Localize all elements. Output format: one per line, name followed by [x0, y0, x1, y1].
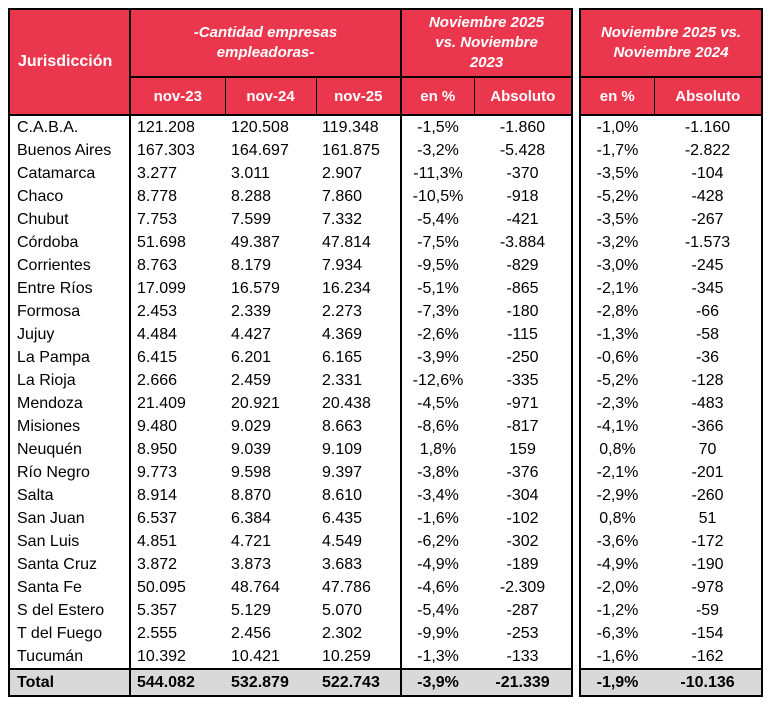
section-gap: [572, 645, 580, 669]
value-cell: -7,3%: [417, 303, 459, 320]
value-cell: -1,3%: [580, 323, 654, 346]
value-cell: 50.095: [137, 579, 186, 596]
value-cell: -3,5%: [580, 162, 654, 185]
value-cell: -201: [654, 461, 762, 484]
value-cell: -9,9%: [417, 625, 459, 642]
value-cell: 2.555: [137, 625, 178, 642]
jurisdiction-cell: La Pampa: [9, 346, 130, 369]
col-header-nov25: nov-25: [316, 77, 401, 115]
table-row: [9, 254, 762, 277]
value-cell: -971: [474, 392, 572, 415]
section-gap: [572, 323, 580, 346]
section-gap: [572, 369, 580, 392]
value-cell: 8.914: [137, 487, 178, 504]
value-cell: -304: [474, 484, 572, 507]
value-cell: -59: [654, 599, 762, 622]
section-gap: [572, 115, 580, 139]
jurisdiction-cell: San Luis: [9, 530, 130, 553]
value-cell: 10.421: [231, 648, 280, 665]
value-cell: -10.136: [654, 669, 762, 696]
value-cell: 522.743: [316, 669, 401, 696]
value-cell: -302: [474, 530, 572, 553]
jurisdiction-cell: Santa Fe: [9, 576, 130, 599]
value-cell: -2,3%: [580, 392, 654, 415]
jurisdiction-cell: La Rioja: [9, 369, 130, 392]
value-cell: -245: [654, 254, 762, 277]
value-cell: 17.099: [137, 280, 186, 297]
value-cell: 9.480: [137, 418, 178, 435]
value-cell: 0,8%: [580, 438, 654, 461]
value-cell: -11,3%: [413, 165, 463, 182]
table-header: [9, 9, 762, 115]
value-cell: 167.303: [137, 142, 195, 159]
section-gap: [572, 9, 580, 115]
value-cell: -2,9%: [580, 484, 654, 507]
value-cell: -267: [654, 208, 762, 231]
value-cell: -8,6%: [417, 418, 459, 435]
table-body: [9, 115, 762, 669]
table-row: [9, 415, 762, 438]
value-cell: 2.331: [316, 369, 401, 392]
value-cell: 8.610: [316, 484, 401, 507]
value-cell: 10.259: [316, 645, 401, 669]
value-cell: 10.392: [137, 648, 186, 665]
jurisdiction-cell: C.A.B.A.: [9, 115, 130, 139]
value-cell: -5.428: [474, 139, 572, 162]
value-cell: -4,9%: [417, 556, 459, 573]
value-cell: 2.453: [137, 303, 178, 320]
section-gap: [572, 461, 580, 484]
value-cell: -128: [654, 369, 762, 392]
group-header-vs2024: [580, 9, 762, 77]
value-cell: 8.763: [137, 257, 178, 274]
value-cell: 49.387: [231, 234, 280, 251]
value-cell: -58: [654, 323, 762, 346]
col-header-nov23: nov-23: [130, 77, 225, 115]
value-cell: -5,1%: [417, 280, 459, 297]
jurisdiction-cell: Río Negro: [9, 461, 130, 484]
value-cell: 8.950: [137, 441, 178, 458]
value-cell: -918: [474, 185, 572, 208]
value-cell: -6,3%: [580, 622, 654, 645]
section-gap: [572, 622, 580, 645]
value-cell: 6.201: [231, 349, 272, 366]
value-cell: 8.663: [316, 415, 401, 438]
value-cell: -829: [474, 254, 572, 277]
value-cell: -1,6%: [417, 510, 459, 527]
value-cell: -5,2%: [580, 369, 654, 392]
value-cell: 4.721: [231, 533, 272, 550]
value-cell: 48.764: [231, 579, 280, 596]
section-gap: [572, 208, 580, 231]
value-cell: -370: [474, 162, 572, 185]
value-cell: 3.277: [137, 165, 178, 182]
value-cell: -366: [654, 415, 762, 438]
value-cell: 0,8%: [580, 507, 654, 530]
value-cell: -9,5%: [417, 257, 459, 274]
value-cell: -978: [654, 576, 762, 599]
value-cell: 7.753: [137, 211, 178, 228]
value-cell: -2,1%: [580, 461, 654, 484]
value-cell: 51: [654, 507, 762, 530]
col-header-pct-2023: en %: [401, 77, 474, 115]
table-row: [9, 392, 762, 415]
value-cell: -1.160: [654, 115, 762, 139]
value-cell: 20.438: [316, 392, 401, 415]
value-cell: -4,6%: [417, 579, 459, 596]
jurisdiction-cell: T del Fuego: [9, 622, 130, 645]
value-cell: 544.082: [130, 669, 225, 696]
value-cell: 7.332: [316, 208, 401, 231]
value-cell: -102: [474, 507, 572, 530]
value-cell: -2.822: [654, 139, 762, 162]
value-cell: -483: [654, 392, 762, 415]
value-cell: 161.875: [316, 139, 401, 162]
table-row: [9, 438, 762, 461]
value-cell: -3,8%: [417, 464, 459, 481]
value-cell: 47.786: [316, 576, 401, 599]
value-cell: 8.870: [231, 487, 272, 504]
value-cell: -817: [474, 415, 572, 438]
table-row: [9, 323, 762, 346]
value-cell: -5,4%: [417, 602, 459, 619]
section-gap: [572, 254, 580, 277]
col-header-pct-2024: en %: [580, 77, 654, 115]
table-row: [9, 208, 762, 231]
section-gap: [572, 599, 580, 622]
value-cell: 16.579: [231, 280, 280, 297]
value-cell: 5.070: [316, 599, 401, 622]
value-cell: -2,1%: [580, 277, 654, 300]
section-gap: [572, 139, 580, 162]
table-row: [9, 162, 762, 185]
section-gap: [572, 300, 580, 323]
value-cell: -1,7%: [580, 139, 654, 162]
table-row: [9, 300, 762, 323]
value-cell: -3,9%: [401, 669, 474, 696]
value-cell: 2.339: [231, 303, 272, 320]
jurisdiction-cell: Mendoza: [9, 392, 130, 415]
jurisdiction-cell: Formosa: [9, 300, 130, 323]
table-row: [9, 115, 762, 139]
section-gap: [572, 669, 580, 696]
jurisdiction-cell: Entre Ríos: [9, 277, 130, 300]
value-cell: 7.599: [231, 211, 272, 228]
value-cell: 164.697: [231, 142, 289, 159]
col-header-nov24: nov-24: [225, 77, 316, 115]
jurisdiction-cell: San Juan: [9, 507, 130, 530]
group-header-vs2024-label: Noviembre 2025 vs. Noviembre 2024: [600, 23, 742, 61]
table-row: [9, 507, 762, 530]
jurisdiction-cell: S del Estero: [9, 599, 130, 622]
value-cell: -1,3%: [417, 648, 459, 665]
value-cell: -421: [474, 208, 572, 231]
value-cell: -1,5%: [417, 119, 459, 136]
value-cell: -3,4%: [417, 487, 459, 504]
value-cell: -3,2%: [417, 142, 459, 159]
value-cell: 70: [654, 438, 762, 461]
value-cell: 9.029: [231, 418, 272, 435]
value-cell: -6,2%: [417, 533, 459, 550]
employers-by-jurisdiction-table: [8, 8, 763, 697]
value-cell: -115: [474, 323, 572, 346]
value-cell: 6.415: [137, 349, 178, 366]
value-cell: -21.339: [474, 669, 572, 696]
value-cell: 1,8%: [419, 441, 457, 458]
value-cell: -3,5%: [580, 208, 654, 231]
value-cell: -180: [474, 300, 572, 323]
value-cell: 3.873: [231, 556, 272, 573]
value-cell: -3,0%: [580, 254, 654, 277]
value-cell: -66: [654, 300, 762, 323]
value-cell: 3.011: [231, 165, 270, 182]
table-row: [9, 530, 762, 553]
group-header-cantidad: [130, 9, 401, 77]
value-cell: -253: [474, 622, 572, 645]
value-cell: -3.884: [474, 231, 572, 254]
jurisdiction-cell: Tucumán: [9, 645, 130, 669]
value-cell: -154: [654, 622, 762, 645]
table-row: [9, 576, 762, 599]
table-row: [9, 553, 762, 576]
value-cell: 9.397: [316, 461, 401, 484]
value-cell: -0,6%: [580, 346, 654, 369]
value-cell: -287: [474, 599, 572, 622]
value-cell: -2.309: [474, 576, 572, 599]
section-gap: [572, 415, 580, 438]
table-foot: [9, 669, 762, 696]
section-gap: [572, 530, 580, 553]
table-row: [9, 461, 762, 484]
value-cell: 3.872: [137, 556, 178, 573]
value-cell: 4.851: [137, 533, 178, 550]
section-gap: [572, 346, 580, 369]
value-cell: 6.384: [231, 510, 272, 527]
table-row: [9, 484, 762, 507]
value-cell: 5.129: [231, 602, 272, 619]
value-cell: -335: [474, 369, 572, 392]
section-gap: [572, 277, 580, 300]
value-cell: -10,5%: [412, 188, 464, 205]
value-cell: -1,2%: [580, 599, 654, 622]
section-gap: [572, 484, 580, 507]
section-gap: [572, 162, 580, 185]
value-cell: 532.879: [225, 669, 316, 696]
jurisdiction-cell: Santa Cruz: [9, 553, 130, 576]
value-cell: -36: [654, 346, 762, 369]
section-gap: [572, 392, 580, 415]
value-cell: 121.208: [137, 119, 195, 136]
value-cell: 6.165: [316, 346, 401, 369]
section-gap: [572, 438, 580, 461]
section-gap: [572, 507, 580, 530]
value-cell: 16.234: [316, 277, 401, 300]
value-cell: -7,5%: [417, 234, 459, 251]
value-cell: 2.456: [231, 625, 272, 642]
value-cell: -1,9%: [580, 669, 654, 696]
value-cell: 159: [474, 438, 572, 461]
value-cell: 8.179: [231, 257, 272, 274]
jurisdiction-cell: Chaco: [9, 185, 130, 208]
jurisdiction-cell: Buenos Aires: [9, 139, 130, 162]
jurisdiction-cell: Córdoba: [9, 231, 130, 254]
value-cell: 2.459: [231, 372, 272, 389]
value-cell: -3,9%: [417, 349, 459, 366]
table-row: [9, 185, 762, 208]
value-cell: 2.907: [316, 162, 401, 185]
table-row: [9, 622, 762, 645]
value-cell: 3.683: [316, 553, 401, 576]
value-cell: 21.409: [137, 395, 186, 412]
group-header-vs2023: [401, 9, 572, 77]
table-row: [9, 369, 762, 392]
group-header-cantidad-label: -Cantidad empresas empleadoras-: [193, 23, 338, 61]
value-cell: 9.039: [231, 441, 272, 458]
value-cell: -133: [474, 645, 572, 669]
value-cell: 20.921: [231, 395, 280, 412]
section-gap: [572, 553, 580, 576]
table-row: [9, 277, 762, 300]
value-cell: 8.288: [231, 188, 272, 205]
value-cell: -1,6%: [580, 645, 654, 669]
value-cell: 51.698: [137, 234, 186, 251]
value-cell: -5,4%: [417, 211, 459, 228]
value-cell: -376: [474, 461, 572, 484]
value-cell: 4.427: [231, 326, 272, 343]
value-cell: -1.860: [474, 115, 572, 139]
value-cell: 9.773: [137, 464, 178, 481]
value-cell: 5.357: [137, 602, 178, 619]
value-cell: -345: [654, 277, 762, 300]
group-header-vs2023-label: Noviembre 2025 vs. Noviembre 2023: [428, 13, 545, 72]
value-cell: 7.860: [316, 185, 401, 208]
value-cell: -4,5%: [417, 395, 459, 412]
table-row: [9, 645, 762, 669]
jurisdiction-cell: Neuquén: [9, 438, 130, 461]
value-cell: -3,6%: [580, 530, 654, 553]
value-cell: -1,0%: [580, 115, 654, 139]
total-label-cell: Total: [9, 669, 130, 696]
value-cell: -190: [654, 553, 762, 576]
value-cell: 119.348: [316, 115, 401, 139]
value-cell: 9.598: [231, 464, 272, 481]
value-cell: -172: [654, 530, 762, 553]
section-gap: [572, 231, 580, 254]
value-cell: -189: [474, 553, 572, 576]
value-cell: -12,6%: [412, 372, 464, 389]
value-cell: -250: [474, 346, 572, 369]
value-cell: 47.814: [316, 231, 401, 254]
value-cell: -2,6%: [417, 326, 459, 343]
section-gap: [572, 576, 580, 599]
value-cell: -2,0%: [580, 576, 654, 599]
value-cell: 2.666: [137, 372, 178, 389]
table-row: [9, 139, 762, 162]
jurisdiction-cell: Chubut: [9, 208, 130, 231]
jurisdiction-cell: Salta: [9, 484, 130, 507]
col-header-abs-2024: Absoluto: [654, 77, 762, 115]
value-cell: -5,2%: [580, 185, 654, 208]
value-cell: 6.537: [137, 510, 178, 527]
jurisdiction-cell: Corrientes: [9, 254, 130, 277]
table-row: [9, 599, 762, 622]
value-cell: -428: [654, 185, 762, 208]
value-cell: -4,9%: [580, 553, 654, 576]
jurisdiction-cell: Catamarca: [9, 162, 130, 185]
section-gap: [572, 185, 580, 208]
value-cell: -162: [654, 645, 762, 669]
value-cell: 6.435: [316, 507, 401, 530]
jurisdiction-cell: Jujuy: [9, 323, 130, 346]
value-cell: 2.273: [316, 300, 401, 323]
value-cell: 7.934: [316, 254, 401, 277]
value-cell: -1.573: [654, 231, 762, 254]
header-group-row: [9, 9, 762, 77]
value-cell: -260: [654, 484, 762, 507]
value-cell: 2.302: [316, 622, 401, 645]
value-cell: -865: [474, 277, 572, 300]
value-cell: 8.778: [137, 188, 178, 205]
jurisdiction-cell: Misiones: [9, 415, 130, 438]
value-cell: -3,2%: [580, 231, 654, 254]
col-header-abs-2023: Absoluto: [474, 77, 572, 115]
value-cell: 4.369: [316, 323, 401, 346]
value-cell: 4.484: [137, 326, 178, 343]
jurisdiction-header: Jurisdicción: [9, 9, 130, 115]
value-cell: 9.109: [316, 438, 401, 461]
value-cell: -4,1%: [580, 415, 654, 438]
value-cell: 120.508: [231, 119, 289, 136]
value-cell: 4.549: [316, 530, 401, 553]
table-row: [9, 231, 762, 254]
total-row: [9, 669, 762, 696]
value-cell: -2,8%: [580, 300, 654, 323]
value-cell: -104: [654, 162, 762, 185]
table-row: [9, 346, 762, 369]
